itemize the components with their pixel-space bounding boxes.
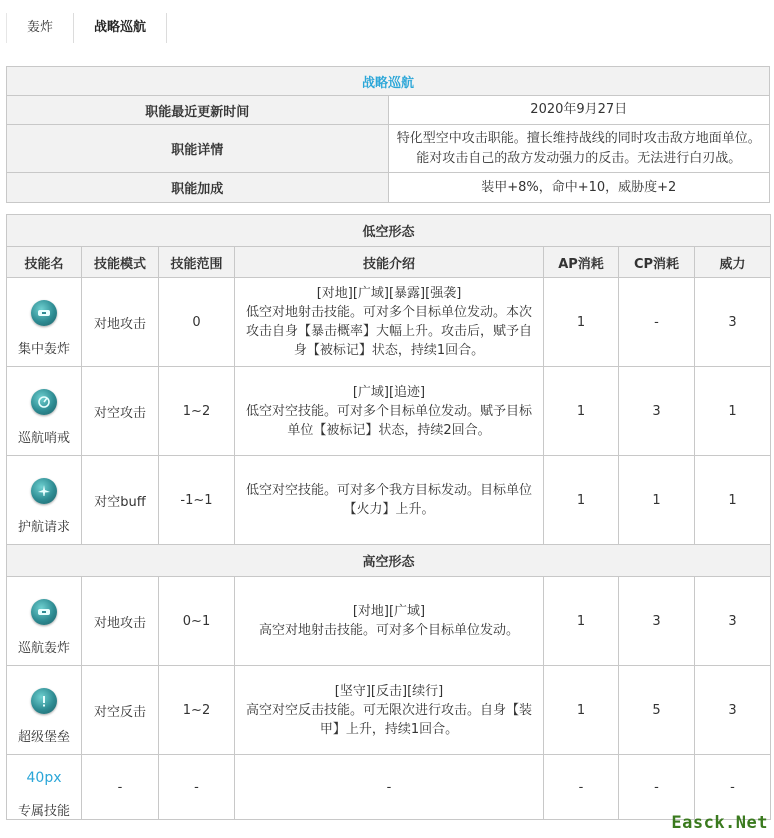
skill-name-cell (7, 456, 82, 545)
skill-range-header: 技能范围 (159, 247, 235, 278)
skill-desc-text: 低空对空技能。可对多个我方目标发动。目标单位【火力】上升。 (245, 483, 532, 517)
skill-name-cell (7, 577, 82, 666)
skill-mode: 对空反击 (82, 666, 159, 755)
skill-desc (235, 367, 544, 456)
skill-range: 1~2 (159, 367, 235, 456)
skill-row (7, 577, 771, 666)
cp-cost: - (619, 278, 695, 367)
skill-desc-text: 高空对空反击技能。可无限次进行攻击。自身【装甲】上升，持续1回合。 (245, 702, 532, 737)
cp-cost: 5 (619, 666, 695, 755)
skill-desc-text: 高空对地射击技能。可对多个目标单位发动。 (258, 623, 519, 638)
low-altitude-title: 低空形态 (7, 215, 771, 247)
ap-cost: 1 (544, 577, 619, 666)
cp-cost: - (619, 755, 695, 820)
cp-cost: 3 (619, 367, 695, 456)
skill-power: 3 (695, 666, 771, 755)
skill-row (7, 755, 771, 820)
ap-cost: 1 (544, 666, 619, 755)
skill-name: 巡航哨戒 (17, 430, 70, 446)
ap-cost: - (544, 755, 619, 820)
skill-range: -1~1 (159, 456, 235, 545)
skill-name: 超级堡垒 (17, 729, 70, 745)
role-title: 战略巡航 (7, 67, 770, 96)
skill-row (7, 367, 771, 456)
tab-bar (6, 13, 167, 43)
skill-range: - (159, 755, 235, 820)
role-detail-label: 职能详情 (7, 125, 389, 173)
skill-desc-text: 低空对空技能。可对多个目标单位发动。赋予目标单位【被标记】状态，持续2回合。 (245, 403, 532, 438)
skill-name: 专属技能 (17, 803, 70, 819)
plane-icon (31, 478, 57, 504)
ap-cost: 1 (544, 367, 619, 456)
role-detail-value: 特化型空中攻击职能。擅长维持战线的同时攻击敌方地面单位。能对攻击自己的敌方发动强力的反击。无法进行白刃战。 (388, 125, 770, 173)
role-info-table (6, 66, 770, 203)
skill-name: 巡航轰炸 (17, 640, 70, 656)
skill-tags: [对地][广域][暴露][强袭] (316, 286, 462, 301)
cp-cost: 3 (619, 577, 695, 666)
skill-mode-header: 技能模式 (82, 247, 159, 278)
skill-desc (235, 278, 544, 367)
skill-desc-text: - (386, 779, 392, 795)
icon-placeholder-text: 40px (26, 769, 62, 786)
skill-mode: 对空攻击 (82, 367, 159, 456)
skill-mode: 对空buff (82, 456, 159, 545)
skill-power: - (695, 755, 771, 820)
update-time-label: 职能最近更新时间 (7, 96, 389, 125)
skill-range: 0 (159, 278, 235, 367)
skill-desc-header: 技能介绍 (235, 247, 544, 278)
skill-power: 1 (695, 456, 771, 545)
role-bonus-label: 职能加成 (7, 173, 389, 203)
skill-name-cell (7, 278, 82, 367)
cp-cost: 1 (619, 456, 695, 545)
skill-mode: - (82, 755, 159, 820)
skill-table (6, 214, 771, 820)
tab-strategic-cruise[interactable]: 战略巡航 (74, 13, 167, 43)
skill-name-cell (7, 755, 82, 820)
bomb-icon (31, 599, 57, 625)
skill-power: 3 (695, 278, 771, 367)
radar-icon (31, 389, 57, 415)
skill-tags: [广域][追迹] (352, 384, 426, 400)
watermark: Easck.Net (671, 813, 768, 833)
skill-desc (235, 666, 544, 755)
skill-range: 0~1 (159, 577, 235, 666)
cp-cost-header: CP消耗 (619, 247, 695, 278)
high-altitude-title: 高空形态 (7, 545, 771, 577)
skill-mode: 对地攻击 (82, 278, 159, 367)
ap-cost: 1 (544, 456, 619, 545)
skill-power: 3 (695, 577, 771, 666)
skill-name-cell (7, 367, 82, 456)
skill-row (7, 456, 771, 545)
skill-mode: 对地攻击 (82, 577, 159, 666)
bomb-icon (31, 300, 57, 326)
alert-icon (31, 688, 57, 714)
role-bonus-value: 装甲+8%，命中+10，威胁度+2 (388, 173, 770, 203)
power-header: 威力 (695, 247, 771, 278)
skill-range: 1~2 (159, 666, 235, 755)
skill-row (7, 666, 771, 755)
skill-power: 1 (695, 367, 771, 456)
tab-bombing[interactable]: 轰炸 (6, 13, 74, 43)
ap-cost-header: AP消耗 (544, 247, 619, 278)
skill-name: 集中轰炸 (17, 341, 70, 357)
skill-desc-text: 低空对地射击技能。可对多个目标单位发动。本次攻击自身【暴击概率】大幅上升。攻击后，赋予自身【被标记】状态，持续1回合。 (245, 305, 532, 358)
skill-name-header: 技能名 (7, 247, 82, 278)
skill-row (7, 278, 771, 367)
skill-desc (235, 577, 544, 666)
skill-tags: [坚守][反击][续行] (334, 683, 444, 699)
skill-desc (235, 456, 544, 545)
skill-tags: [对地][广域] (352, 604, 426, 619)
skill-name: 护航请求 (17, 519, 70, 535)
ap-cost: 1 (544, 278, 619, 367)
skill-desc (235, 755, 544, 820)
skill-name-cell (7, 666, 82, 755)
update-time-value: 2020年9月27日 (388, 96, 770, 125)
